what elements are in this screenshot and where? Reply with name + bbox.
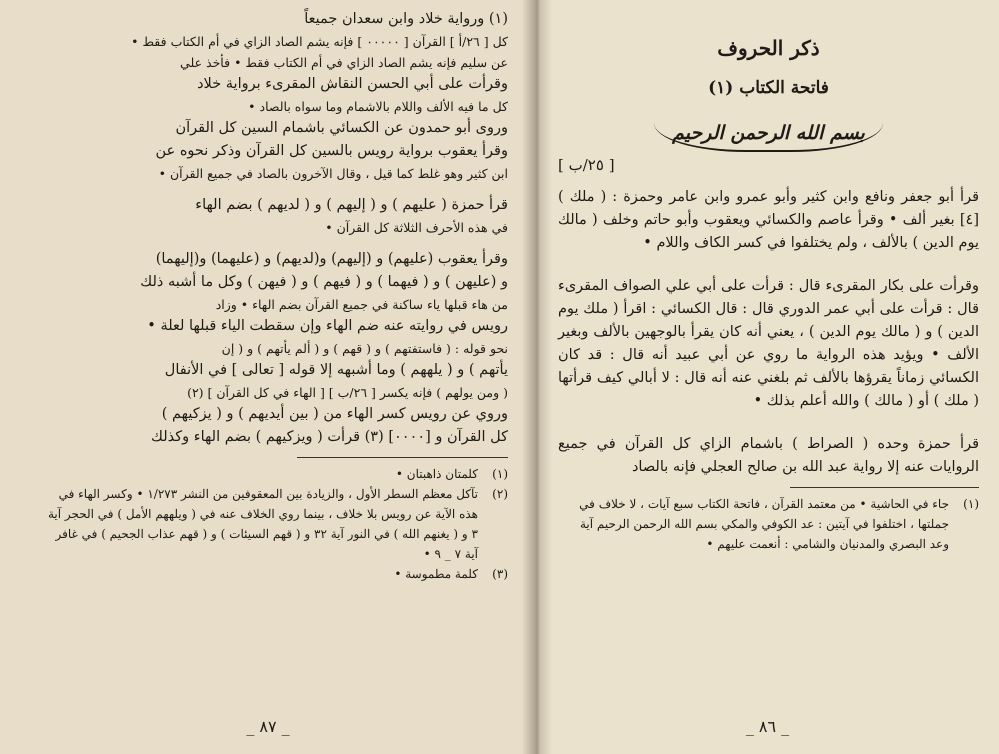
- paragraph: قرأ أبو جعفر ونافع وابن كثير وأبو عمرو وابن عامر وحمزة : ( ملك ) [٤] بغير ألف • وقرأ عاصم والكسائي ويعقوب وأبو حاتم وخلف ( مالك يوم الدين ) بالألف ، ولم يختلفوا في كسر الكاف واللام •: [558, 189, 979, 251]
- text-line: وقرأ يعقوب برواية رويس بالسين كل القرآن وذكر نحوه عن: [155, 143, 508, 159]
- footnote-divider: [297, 457, 508, 458]
- text-line: في هذه الأحرف الثلاثة كل القرآن •: [325, 220, 508, 235]
- footnote-divider: [790, 487, 979, 488]
- left-footnotes: [40, 464, 508, 584]
- text-line: وقرأ يعقوب (عليهم) و (إليهم) و(لديهم) و (عليهما) و(إليهما): [155, 251, 508, 267]
- basmala-text: بسم الله الرحمن الرحيم: [654, 116, 883, 152]
- text-line: ( ومن يولهم ) فإنه يكسر [ ٢٦/ب ] [ الهاء في كل القرآن ] (٢): [187, 385, 508, 400]
- footnote: [40, 484, 508, 564]
- folio-reference: [ ٢٥/ب ]: [558, 156, 615, 174]
- footnote: [558, 494, 979, 554]
- footnote: [40, 564, 508, 584]
- text-line: كل [ ٢٦/أ ] القرآن [ ٠٠٠٠٠ ] فإنه يشم الصاد الزاي في أم الكتاب فقط •: [131, 34, 508, 49]
- footnote: [40, 464, 508, 484]
- paragraph: وقرأت على بكار المقرىء قال : قرأت على أبي علي الصواف المقرىء قال : قرأت على أبي عمر الدوري قال : قال الكسائي : اقرأ ( ملك يوم الدين ) و ( مالك يوم الدين ) ، يعني أنه كان يقرأ بالوجهين بالألف وبغير الألف • ويؤيد هذه الرواية ما روي عن أبي عبيد أنه قال : قد كان الكسائي زماناً يقرؤها بالألف ثم بلغني عنه أنه قال : لا أبالي كيف قرأتها ( ملك ) أو ( مالك ) والله أعلم بذلك •: [558, 278, 979, 409]
- text-line: كل ما فيه الألف واللام بالاشمام وما سواه بالصاد •: [248, 99, 508, 114]
- text-line: قرأ حمزة ( عليهم ) و ( إليهم ) و ( لديهم ) بضم الهاء: [195, 197, 508, 213]
- text-line: رويس في روايته عنه ضم الهاء وإن سقطت الياء قبلها لعلة •: [147, 318, 508, 334]
- text-line: و (عليهن ) و ( فيهما ) و ( فيهم ) و ( فيهن ) وكل ما أشبه ذلك: [140, 274, 508, 290]
- text-line: عن سليم فإنه يشم الصاد الزاي في أم الكتاب فقط • فأخذ علي: [180, 55, 508, 70]
- text-line: وروى أبو حمدون عن الكسائي باشمام السين كل القرآن: [175, 120, 508, 136]
- right-footnotes: [558, 494, 979, 554]
- chapter-title: ذكر الحروف: [717, 36, 820, 60]
- footnote-text: كلمتان ذاهبتان •: [395, 467, 478, 481]
- text-line: وروي عن رويس كسر الهاء من ( بين أيديهم ) و ( يزكيهم ): [161, 406, 508, 422]
- text-line: وقرأت على أبي الحسن النقاش المقرىء برواية خلاد: [197, 76, 508, 92]
- footnote-number: (١): [963, 497, 979, 511]
- text-line: (١) ورواية خلاد وابن سعدان جميعاً: [304, 11, 508, 27]
- left-body: [40, 8, 508, 449]
- basmala-calligraphy: [558, 116, 979, 152]
- page-number-left: _ ٨٧ _: [246, 717, 290, 736]
- paragraph: قرأ حمزة وحده ( الصراط ) باشمام الزاي كل القرآن في جميع الروايات عنه إلا رواية عبد الله بن صالح العجلي فإنه بالصاد: [558, 436, 979, 475]
- right-page: [536, 0, 999, 754]
- text-line: يأتهم ) و ( يلههم ) وما أشبهه إلا قوله [ تعالى ] في الأنفال: [164, 362, 508, 378]
- text-line: ابن كثير وهو غلط كما قيل ، وقال الآخرون بالصاد في جميع القرآن •: [158, 166, 508, 181]
- footnote-text: كلمة مطموسة •: [394, 567, 478, 581]
- text-line: من هاء قبلها ياء ساكنة في جميع القرآن بضم الهاء • وزاد: [215, 297, 508, 312]
- footnote-number: (٣): [492, 567, 508, 581]
- footnote-text: تآكل معظم السطر الأول ، والزيادة بين المعقوفين من النشر ١/٢٧٣ • وكسر الهاء في هذه الآية عن رويس بلا خلاف ، بينما روي الخلاف عنه في ( ويلههم الأمل ) في الحجر آية ٣ و ( يغنهم الله ) في النور آية ٣٢ و ( قهم السيئات ) و ( قهم عذاب الجحيم ) في غافر آية ٧ _ ٩ •: [47, 487, 478, 561]
- text-line: نحو قوله : ( فاستفتهم ) و ( قهم ) و ( ألم يأتهم ) و ( إن: [221, 341, 508, 356]
- footnote-number: (١): [492, 467, 508, 481]
- section-title: فاتحة الكتاب (١): [708, 78, 829, 98]
- footnote-text: جاء في الحاشية • من معتمد القرآن ، فاتحة الكتاب سبع آيات ، لا خلاف في جملتها ، اختلفوا في آيتين : عد الكوفي والمكي بسم الله الرحمن الرحيم آية وعد البصري والمدنيان والشامي : أنعمت عليهم •: [579, 497, 949, 551]
- page-number-right: _ ٨٦ _: [745, 717, 790, 736]
- book-gutter-shadow: [522, 0, 552, 754]
- text-line: كل القرآن و [٠٠٠٠] (٣) قرأت ( ويزكيهم ) بضم الهاء وكذلك: [150, 429, 508, 445]
- footnote-number: (٢): [492, 487, 508, 501]
